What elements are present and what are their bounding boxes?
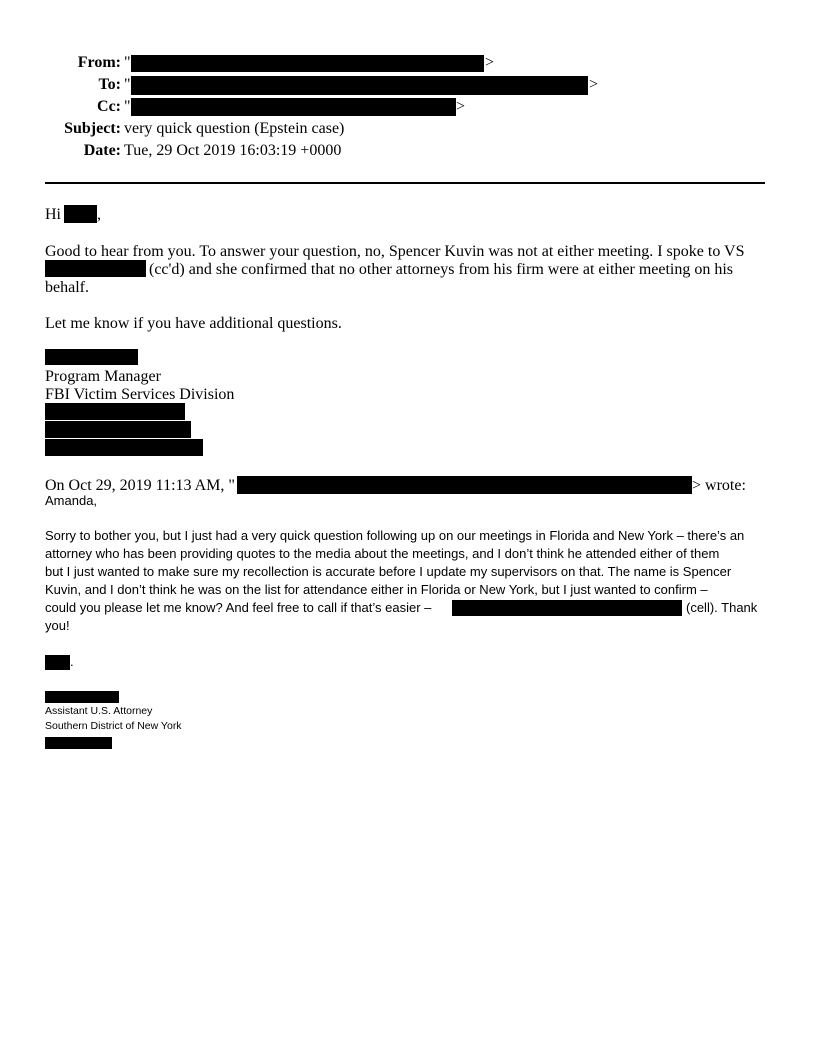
cc-row	[0, 97, 700, 117]
reply-para1-line2	[45, 260, 785, 279]
date-label: Date:	[83, 142, 121, 159]
header-divider	[45, 182, 765, 184]
to-label: To:	[98, 76, 121, 93]
quoted-body-line6: you!	[45, 618, 70, 633]
greeting-redaction	[64, 205, 97, 223]
from-bracket: >	[485, 54, 495, 71]
vs-name-redaction	[45, 260, 146, 277]
quoted-sig-contact-redaction	[45, 737, 112, 749]
cc-label: Cc:	[97, 98, 121, 115]
quoted-body-line5-text: could you please let me know? And feel free to call if that’s easier –	[45, 600, 432, 615]
phone-redaction	[452, 600, 682, 616]
subject-row	[0, 119, 700, 139]
from-row	[0, 53, 700, 73]
subject-value: very quick question (Epstein case)	[124, 120, 345, 137]
sender-contact-redaction-3	[45, 439, 203, 456]
to-value: "	[124, 76, 131, 93]
para1-line2-text: (cc'd) and she confirmed that no other attorneys from his firm were at either meeting on his	[149, 261, 734, 278]
sender-org: FBI Victim Services Division	[45, 386, 235, 403]
to-row	[0, 75, 700, 95]
from-redaction	[131, 55, 484, 72]
reply-greeting	[45, 205, 245, 224]
subject-label: Subject:	[64, 120, 121, 137]
reply-para1-line3: behalf.	[45, 279, 89, 296]
reply-para2: Let me know if you have additional questions.	[45, 315, 342, 332]
signoff-redaction	[45, 655, 70, 670]
sender-contact-redaction-1	[45, 403, 185, 420]
cc-value: "	[124, 98, 131, 115]
cc-redaction	[131, 98, 456, 116]
to-redaction	[131, 76, 588, 95]
quoted-salutation: Amanda,	[45, 493, 98, 508]
signoff-period: .	[70, 654, 74, 669]
date-value: Tue, 29 Oct 2019 16:03:19 +0000	[124, 142, 342, 159]
quoted-body-line5	[45, 599, 785, 617]
sender-name-redaction	[45, 349, 138, 365]
quoted-intro-text: On Oct 29, 2019 11:13 AM, "	[45, 477, 235, 494]
from-value: "	[124, 54, 131, 71]
quoted-intro-wrote: > wrote:	[692, 477, 746, 494]
reply-para1-line1: Good to hear from you. To answer your question, no, Spencer Kuvin was not at either meeting. I spoke to VS	[45, 243, 745, 260]
from-label: From:	[77, 54, 121, 71]
quoted-sig-name-redaction	[45, 691, 119, 703]
greeting-text: Hi	[45, 206, 61, 223]
quoted-body-line3: but I just wanted to make sure my recollection is accurate before I update my supervisors on that. The name is Spencer	[45, 564, 732, 579]
sender-title: Program Manager	[45, 368, 161, 385]
quoted-signoff	[45, 653, 245, 671]
quoted-sig-title: Assistant U.S. Attorney	[45, 705, 153, 717]
quoted-body-line4: Kuvin, and I don’t think he was on the list for attendance either in Florida or New York, but I just wanted to confirm –	[45, 582, 708, 597]
to-bracket: >	[589, 76, 599, 93]
cc-bracket: >	[456, 98, 466, 115]
quoted-body-line1: Sorry to bother you, but I just had a very quick question following up on our meetings in Florida and New York – there’s an	[45, 528, 745, 543]
sender-contact-redaction-2	[45, 421, 191, 438]
quoted-sig-org: Southern District of New York	[45, 720, 182, 732]
greeting-comma: ,	[97, 206, 101, 223]
quoted-sender-redaction	[237, 476, 692, 494]
quoted-body-line5-end: (cell). Thank	[686, 600, 758, 615]
date-row	[0, 141, 700, 161]
quoted-body-line2: attorney who has been providing quotes to the media about the meetings, and I don’t think he attended either of them	[45, 546, 720, 561]
